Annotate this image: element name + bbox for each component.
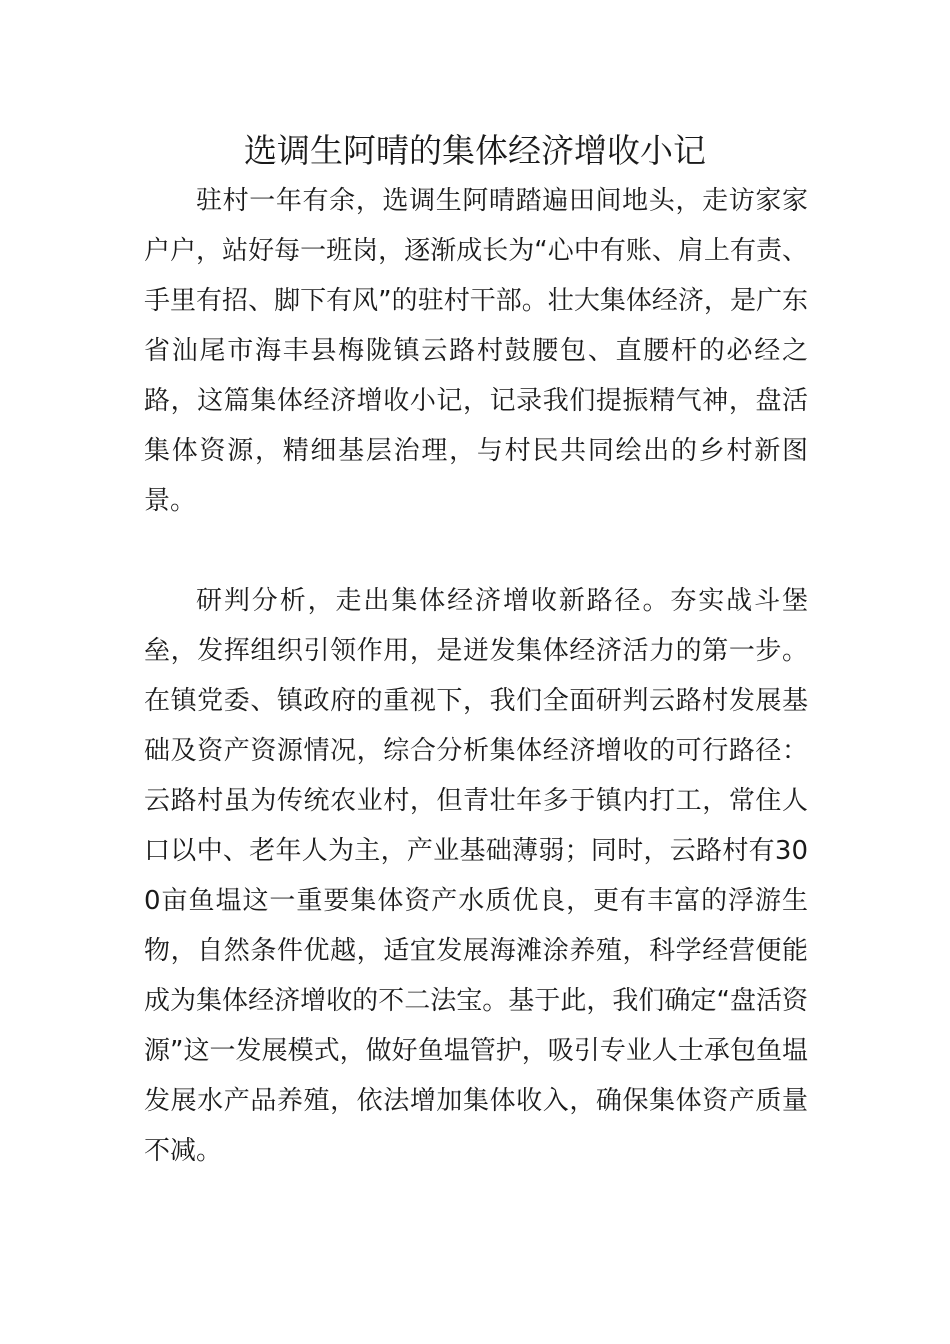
document-title: 选调生阿晴的集体经济增收小记	[244, 131, 706, 170]
paragraph-analysis: 研判分析，走出集体经济增收新路径。夯实战斗堡垒，发挥组织引领作用，是迸发集体经济活力的第一步。在镇党委、镇政府的重视下，我们全面研判云路村发展基础及资产资源情况，综合分析集体经济增收的可行路径：云路村虽为传统农业村，但青壮年多于镇内打工，常住人口以中、老年人为主，产业基础薄弱；同时，云路村有300亩鱼塭这一重要集体资产水质优良，更有丰富的浮游生物，自然条件优越，适宜发展海滩涂养殖，科学经营便能成为集体经济增收的不二法宝。基于此，我们确定“盘活资源”这一发展模式，做好鱼塭管护，吸引专业人士承包鱼塭发展水产品养殖，依法增加集体收入，确保集体资产质量不减。	[144, 586, 808, 1166]
paragraph-intro: 驻村一年有余，选调生阿晴踏遍田间地头，走访家家户户，站好每一班岗，逐渐成长为“心中有账、肩上有责、手里有招、脚下有风”的驻村干部。壮大集体经济，是广东省汕尾市海丰县梅陇镇云路村鼓腰包、直腰杆的必经之路，这篇集体经济增收小记，记录我们提振精气神，盘活集体资源，精细基层治理，与村民共同绘出的乡村新图景。	[144, 186, 808, 516]
